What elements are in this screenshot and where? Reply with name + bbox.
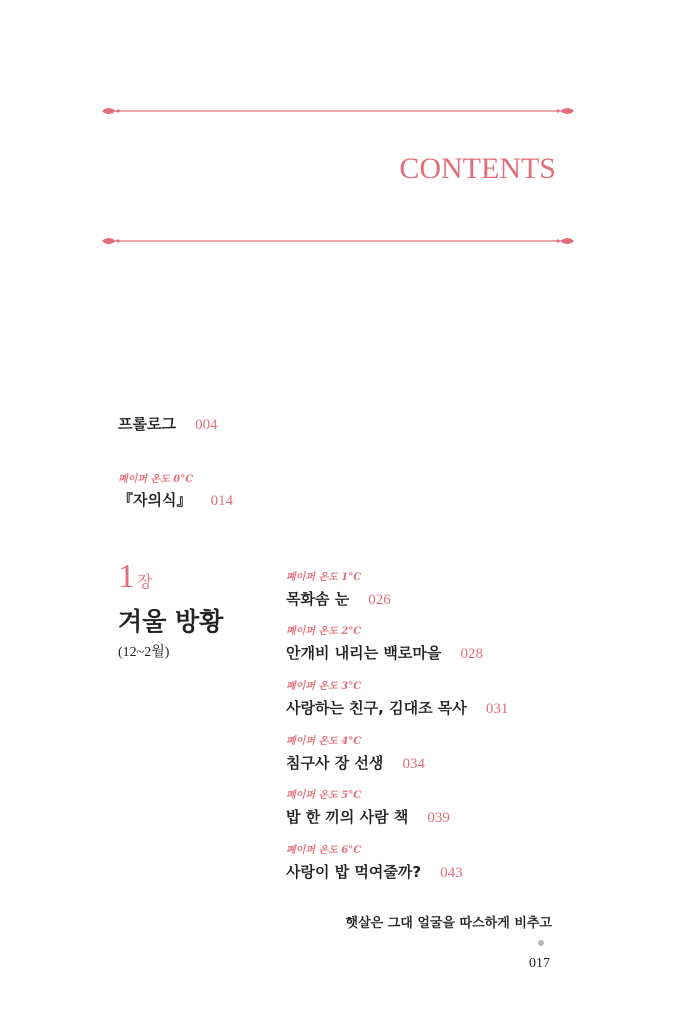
- toc-entry[interactable]: [286, 642, 483, 663]
- entry-page: 014: [210, 493, 234, 509]
- chapter-title: 겨울 방황: [118, 607, 224, 636]
- toc-entry[interactable]: [286, 806, 450, 827]
- entry-page: 004: [195, 417, 218, 433]
- running-title: 햇살은 그대 얼굴을 따스하게 비추고: [345, 916, 552, 931]
- chapter-range: (12~2월): [118, 645, 170, 660]
- entry-page: 028: [460, 646, 483, 662]
- toc-entry[interactable]: [286, 697, 508, 718]
- entry-title: 목화솜 눈: [286, 590, 350, 608]
- entry-page: 043: [440, 865, 463, 881]
- toc-entry[interactable]: [286, 861, 463, 882]
- entry-title: 사랑하는 친구, 김대조 목사: [286, 699, 467, 717]
- entry-temp-label: 폐이퍼 온도 0°C: [118, 474, 194, 485]
- footer-dot: [538, 940, 544, 946]
- entry-page: 039: [427, 810, 450, 826]
- entry-temp-label: 폐이퍼 온도 6°C: [286, 845, 362, 856]
- page-title: CONTENTS: [399, 152, 556, 185]
- entry-title: 프롤로그: [118, 415, 176, 433]
- entry-page: 031: [485, 701, 509, 717]
- entry-page: 026: [368, 592, 391, 608]
- entry-title: 침구사 장 선생: [286, 754, 384, 772]
- entry-title: 『자의식』: [118, 491, 192, 509]
- toc-entry-intro[interactable]: [118, 489, 233, 510]
- entry-temp-label: 폐이퍼 온도 5°C: [286, 790, 362, 801]
- page-number: 017: [529, 956, 550, 971]
- entry-temp-label: 폐이퍼 온도 1°C: [286, 572, 362, 583]
- entry-title: 사랑이 밥 먹여줄까?: [286, 863, 422, 881]
- chapter-number: 1 장: [118, 558, 153, 595]
- top-ornamental-rule: [100, 104, 576, 118]
- entry-title: 밥 한 끼의 사람 책: [286, 808, 409, 826]
- entry-temp-label: 폐이퍼 온도 2°C: [286, 626, 362, 637]
- bottom-ornamental-rule: [100, 234, 576, 248]
- entry-temp-label: 폐이퍼 온도 4°C: [286, 736, 362, 747]
- toc-entry[interactable]: [286, 588, 391, 609]
- entry-page: 034: [402, 756, 425, 772]
- entry-title: 안개비 내리는 백로마을: [286, 644, 442, 662]
- toc-entry-prologue[interactable]: [118, 413, 218, 434]
- entry-temp-label: 폐이퍼 온도 3°C: [286, 681, 362, 692]
- toc-entry[interactable]: [286, 752, 425, 773]
